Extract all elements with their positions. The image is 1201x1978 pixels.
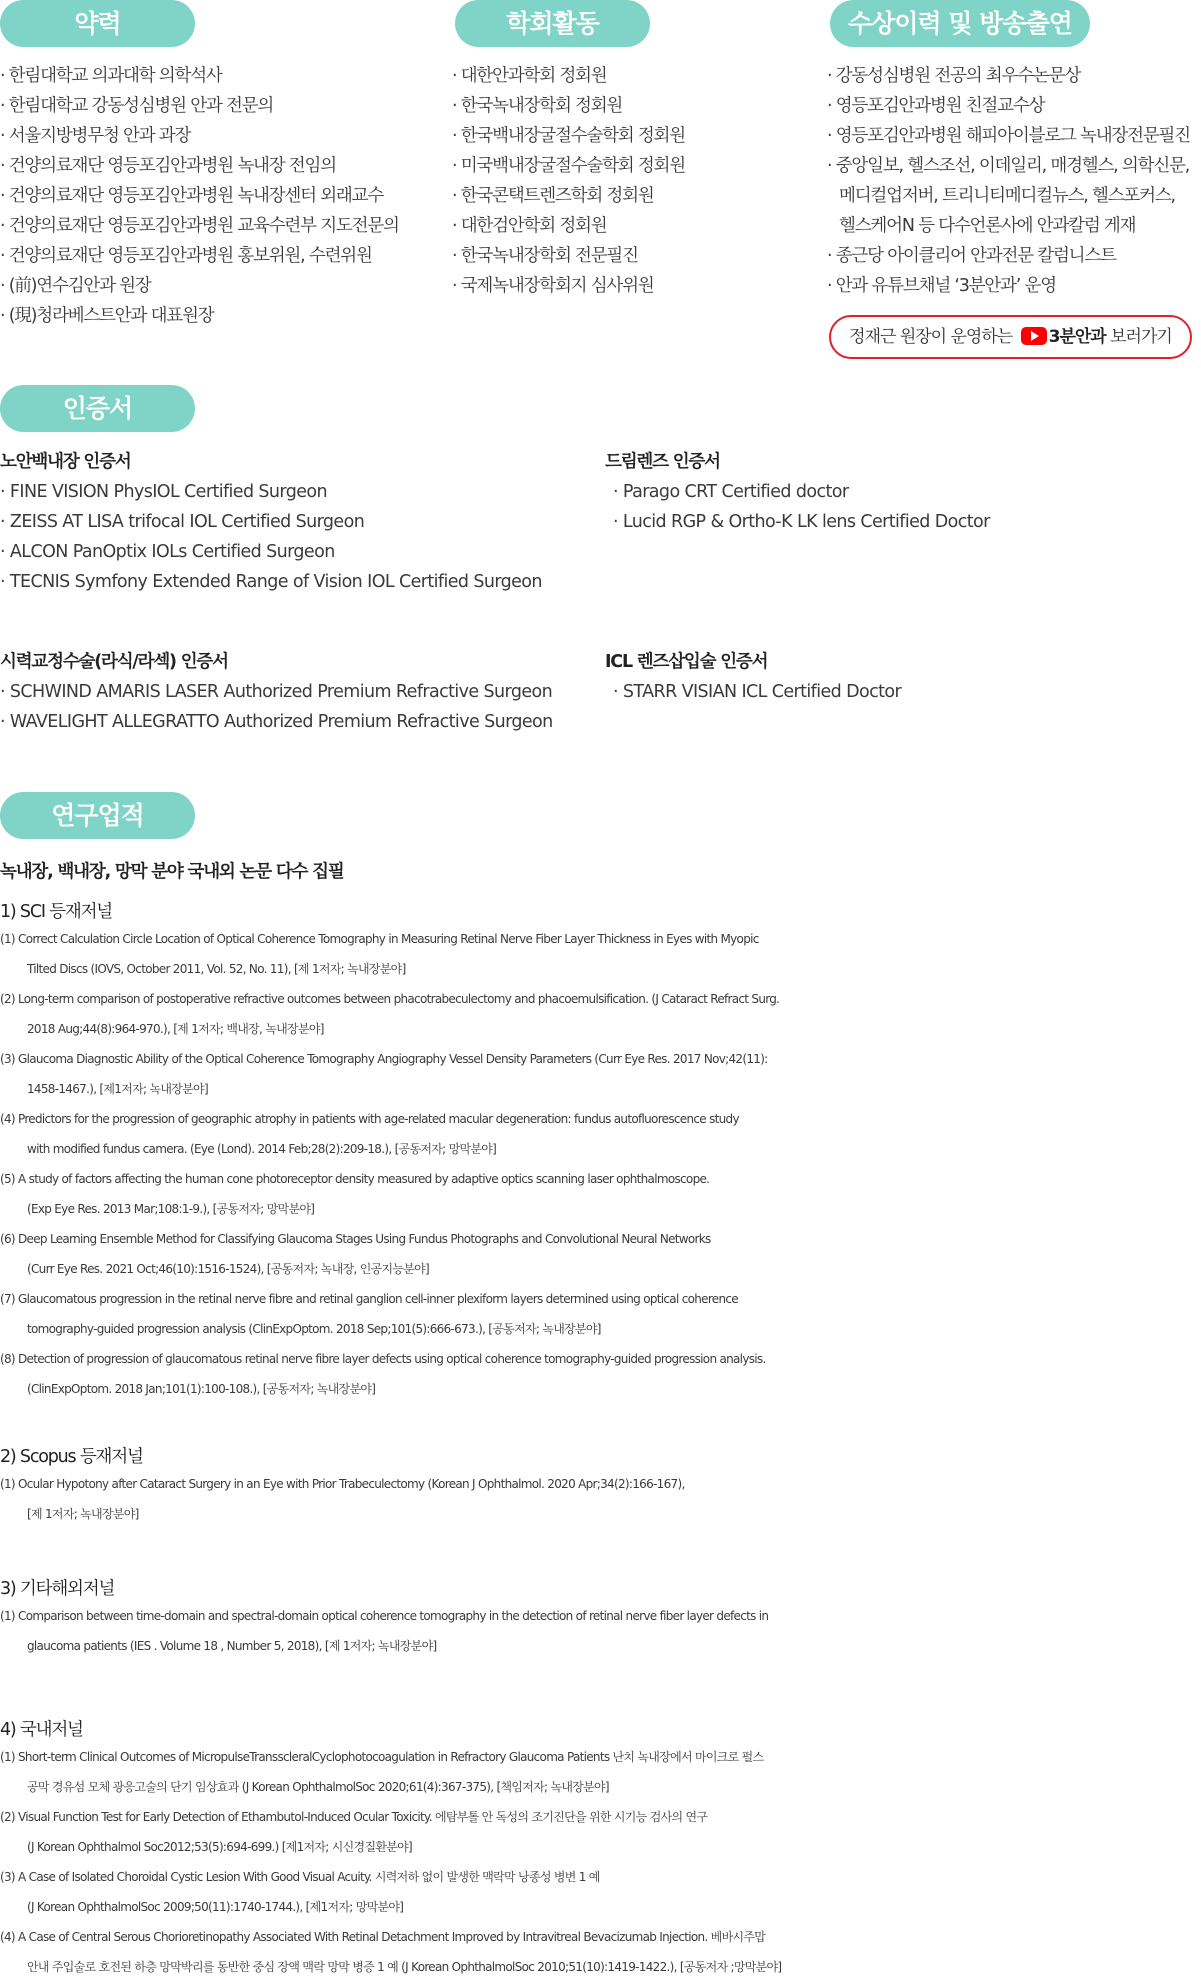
cert-item: · TECNIS Symfony Extended Range of Vision IOL Certified Surgeon: [0, 572, 542, 592]
societies-list: [452, 61, 685, 301]
career-item: · (現)청라베스트안과 대표원장: [0, 306, 214, 326]
career-item: · 건양의료재단 영등포김안과병원 녹내장 전임의: [0, 156, 336, 176]
reference-line-continued: (J Korean Ophthalmol Soc2012;53(5):694-699.) [제1저자; 시신경질환분야]: [27, 1840, 412, 1854]
reference-line: (1) Short-term Clinical Outcomes of MicropulseTransscleralCyclophotocoagulation in Refractory Glaucoma Patients 난치 녹내장에서 마이크로 펄스: [0, 1750, 764, 1764]
youtube-channel-name: 3분안과: [1048, 327, 1106, 347]
society-item: · 한국녹내장학회 전문필진: [452, 246, 638, 266]
cert-refractive-heading: 시력교정수술(라식/라섹) 인증서: [0, 652, 228, 672]
career-list: [0, 61, 399, 331]
reference-line: (5) A study of factors affecting the human cone photoreceptor density measured by adaptive optics scanning laser ophthalmoscope.: [0, 1172, 710, 1186]
youtube-channel-button[interactable]: [829, 315, 1192, 359]
career-section-title: 약력: [0, 0, 195, 47]
reference-line: (7) Glaucomatous progression in the retinal nerve fibre and retinal ganglion cell-inner plexiform layers determined using optical coherence: [0, 1292, 738, 1306]
awards-list: [827, 61, 1190, 301]
award-item: · 안과 유튜브채널 ‘3분안과’ 운영: [827, 276, 1056, 296]
cert-item: · ALCON PanOptix IOLs Certified Surgeon: [0, 542, 335, 562]
reference-entry: [0, 1044, 1201, 1104]
society-item: · 한국콘택트렌즈학회 정회원: [452, 186, 654, 206]
reference-line-continued: (Exp Eye Res. 2013 Mar;108:1-9.), [공동저자; 망막분야]: [27, 1202, 315, 1216]
reference-line-continued: 1458-1467.), [제1저자; 녹내장분야]: [27, 1082, 208, 1096]
career-item: · 서울지방병무청 안과 과장: [0, 126, 191, 146]
youtube-button-prefix: 정재근 원장이 운영하는: [849, 327, 1013, 347]
youtube-button-suffix: 보러가기: [1110, 327, 1172, 347]
cert-lens-list: [605, 477, 990, 537]
scopus-heading: 2) Scopus 등재저널: [0, 1447, 143, 1467]
domestic-journals-reference-list: [0, 1742, 1201, 1978]
cert-cataract-list: [0, 477, 542, 597]
reference-entry: [0, 1922, 1201, 1978]
cert-cataract-heading: 노안백내장 인증서: [0, 452, 131, 472]
reference-line: (6) Deep Learning Ensemble Method for Classifying Glaucoma Stages Using Fundus Photographs and Convolutional Neural Networks: [0, 1232, 711, 1246]
cert-icl-heading: ICL 렌즈삽입술 인증서: [605, 652, 768, 672]
cert-item: · ZEISS AT LISA trifocal IOL Certified Surgeon: [0, 512, 365, 532]
reference-line: (2) Long-term comparison of postoperative refractive outcomes between phacotrabeculectomy and phacoemulsification. (J Cataract Refract Surg.: [0, 992, 780, 1006]
society-item: · 한국녹내장학회 정회원: [452, 96, 623, 116]
awards-section-title: 수상이력 및 방송출연: [830, 0, 1090, 47]
society-item: · 한국백내장굴절수술학회 정회원: [452, 126, 685, 146]
reference-line: (4) A Case of Central Serous Chorioretinopathy Associated With Retinal Detachment Improved by Intravitreal Bevacizumab Injection. 베바시주맙: [0, 1930, 766, 1944]
certificates-section-title: 인증서: [0, 385, 195, 432]
reference-line: (3) A Case of Isolated Choroidal Cystic Lesion With Good Visual Acuity. 시력저하 없이 발생한 맥락막 낭종성 병변 1 예: [0, 1870, 600, 1884]
scopus-reference-list: [0, 1469, 1201, 1529]
cert-refractive: [0, 647, 553, 737]
domestic-journals-heading: 4) 국내저널: [0, 1720, 83, 1740]
society-item: · 대한검안학회 정회원: [452, 216, 607, 236]
society-item: · 대한안과학회 정회원: [452, 66, 607, 86]
cert-item: · WAVELIGHT ALLEGRATTO Authorized Premium Refractive Surgeon: [0, 712, 553, 732]
reference-entry: [0, 1284, 1201, 1344]
youtube-play-icon: [1021, 327, 1047, 345]
research-section-title: 연구업적: [0, 792, 195, 839]
award-item: · 강동성심병원 전공의 최우수논문상: [827, 66, 1081, 86]
cert-item: · SCHWIND AMARIS LASER Authorized Premium Refractive Surgeon: [0, 682, 553, 702]
cert-refractive-list: [0, 677, 553, 737]
reference-entry: [0, 1862, 1201, 1922]
sci-reference-list: [0, 924, 1201, 1404]
career-item: · 한림대학교 강동성심병원 안과 전문의: [0, 96, 274, 116]
reference-line-continued: 공막 경유섬 모체 광응고술의 단기 임상효과 (J Korean OphthalmolSoc 2020;61(4):367-375), [책임저자; 녹내장분야]: [27, 1780, 609, 1794]
reference-line-continued: 안내 주입술로 호전된 하층 망막박리를 동반한 중심 장액 맥락 망막 병증 1 예 (J Korean OphthalmolSoc 2010;51(10):1419-1422.), [공동저자 ;망막분야]: [27, 1960, 782, 1974]
other-journals-heading: 3) 기타해외저널: [0, 1579, 115, 1599]
cert-cataract: [0, 447, 542, 597]
reference-line-continued: (Curr Eye Res. 2021 Oct;46(10):1516-1524), [공동저자; 녹내장, 인공지능분야]: [27, 1262, 430, 1276]
other-journals-reference-list: [0, 1601, 1201, 1661]
cert-item: · Lucid RGP & Ortho-K LK lens Certified Doctor: [613, 512, 990, 532]
society-item: · 국제녹내장학회지 심사위원: [452, 276, 654, 296]
reference-entry: [0, 1469, 1201, 1529]
research-intro: 녹내장, 백내장, 망막 분야 국내외 논문 다수 집필: [0, 862, 344, 882]
society-item: · 미국백내장굴절수술학회 정회원: [452, 156, 685, 176]
reference-line: (3) Glaucoma Diagnostic Ability of the Optical Coherence Tomography Angiography Vessel Density Parameters (Curr Eye Res. 2017 Nov;42(11):: [0, 1052, 768, 1066]
reference-line: (4) Predictors for the progression of geographic atrophy in patients with age-related macular degeneration: fundus autofluorescence study: [0, 1112, 739, 1126]
career-item: · 건양의료재단 영등포김안과병원 교육수련부 지도전문의: [0, 216, 399, 236]
award-item: · 종근당 아이클리어 안과전문 칼럼니스트: [827, 246, 1116, 266]
award-item: · 영등포김안과병원 친절교수상: [827, 96, 1045, 116]
reference-line-continued: (J Korean OphthalmolSoc 2009;50(11):1740-1744.), [제1저자; 망막분야]: [27, 1900, 404, 1914]
award-item: · 중앙일보, 헬스조선, 이데일리, 매경헬스, 의학신문,: [827, 156, 1190, 176]
career-item: · 건양의료재단 영등포김안과병원 녹내장센터 외래교수: [0, 186, 384, 206]
reference-line-continued: (ClinExpOptom. 2018 Jan;101(1):100-108.), [공동저자; 녹내장분야]: [27, 1382, 376, 1396]
societies-section-title: 학회활동: [455, 0, 650, 47]
reference-line-continued: 2018 Aug;44(8):964-970.), [제 1저자; 백내장, 녹내장분야]: [27, 1022, 324, 1036]
reference-line-continued: tomography-guided progression analysis (ClinExpOptom. 2018 Sep;101(5):666-673.), [공동저자; 녹내장분야]: [27, 1322, 601, 1336]
reference-line: (8) Detection of progression of glaucomatous retinal nerve fibre layer defects using optical coherence tomography-guided progression analysis.: [0, 1352, 766, 1366]
reference-entry: [0, 1802, 1201, 1862]
reference-entry: [0, 1104, 1201, 1164]
career-item: · 건양의료재단 영등포김안과병원 홍보위원, 수련위원: [0, 246, 372, 266]
cert-item: · Parago CRT Certified doctor: [613, 482, 849, 502]
reference-entry: [0, 984, 1201, 1044]
reference-entry: [0, 1164, 1201, 1224]
reference-entry: [0, 1742, 1201, 1802]
reference-line: (2) Visual Function Test for Early Detection of Ethambutol-Induced Ocular Toxicity. 에탐부톨 안 독성의 조기진단을 위한 시기능 검사의 연구: [0, 1810, 708, 1824]
career-item: · (前)연수김안과 원장: [0, 276, 151, 296]
sci-heading: 1) SCI 등재저널: [0, 902, 112, 922]
reference-line-continued: [제 1저자; 녹내장분야]: [27, 1507, 139, 1521]
reference-line: (1) Correct Calculation Circle Location of Optical Coherence Tomography in Measuring Retinal Nerve Fiber Layer Thickness in Eyes with Myopic: [0, 932, 759, 946]
cert-icl: [605, 647, 901, 707]
reference-entry: [0, 1601, 1201, 1661]
cert-icl-list: [605, 677, 901, 707]
award-item: 메디컬업저버, 트리니티메디컬뉴스, 헬스포커스,: [839, 186, 1175, 206]
cert-item: · FINE VISION PhysIOL Certified Surgeon: [0, 482, 327, 502]
reference-entry: [0, 924, 1201, 984]
reference-entry: [0, 1224, 1201, 1284]
cert-lens: [605, 447, 990, 537]
reference-line: (1) Ocular Hypotony after Cataract Surgery in an Eye with Prior Trabeculectomy (Korean J Ophthalmol. 2020 Apr;34(2):166-167),: [0, 1477, 685, 1491]
reference-line-continued: with modified fundus camera. (Eye (Lond). 2014 Feb;28(2):209-18.), [공동저자; 망막분야]: [27, 1142, 497, 1156]
reference-line-continued: glaucoma patients (IES . Volume 18 , Number 5, 2018), [제 1저자; 녹내장분야]: [27, 1639, 437, 1653]
award-item: 헬스케어N 등 다수언론사에 안과칼럼 게재: [839, 216, 1136, 236]
cert-lens-heading: 드림렌즈 인증서: [605, 452, 720, 472]
award-item: · 영등포김안과병원 해피아이블로그 녹내장전문필진: [827, 126, 1190, 146]
cert-item: · STARR VISIAN ICL Certified Doctor: [613, 682, 902, 702]
career-item: · 한림대학교 의과대학 의학석사: [0, 66, 222, 86]
reference-line: (1) Comparison between time-domain and spectral-domain optical coherence tomography in the detection of retinal nerve fiber layer defects in: [0, 1609, 769, 1623]
reference-line-continued: Tilted Discs (IOVS, October 2011, Vol. 52, No. 11), [제 1저자; 녹내장분야]: [27, 962, 406, 976]
reference-entry: [0, 1344, 1201, 1404]
